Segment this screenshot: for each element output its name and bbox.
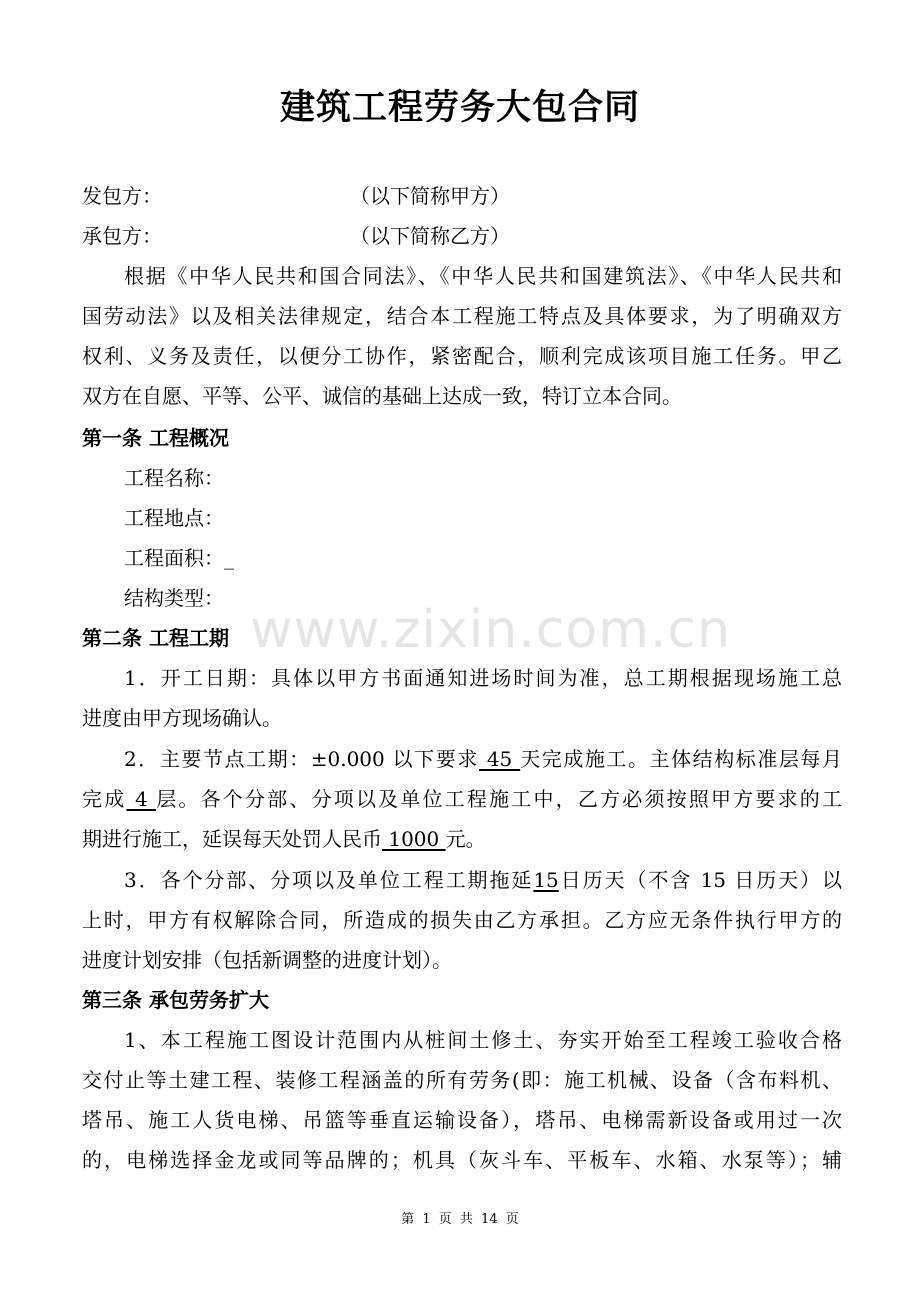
contractor-label: 承包方： — [82, 224, 162, 248]
article3-line: 的，电梯选择金龙或同等品牌的；机具（灰斗车、平板车、水箱、水泵等）；辅 — [82, 1148, 842, 1172]
article2-p2 — [82, 825, 842, 853]
watermark: www.zixin.com.cn — [250, 600, 731, 660]
article3-line: 1、本工程施工图设计范围内从桩间土修土、夯实开始至工程竣工验收合格 — [124, 1028, 842, 1052]
p3-text: 日历天（不含 15 日历天）以 — [558, 868, 842, 892]
article2-p3: 上时，甲方有权解除合同，所造成的损失由乙方承担。乙方应无条件执行甲方的 — [82, 908, 842, 932]
article3-heading: 第三条 承包劳务扩大 — [82, 988, 269, 1012]
floors-value: 4 — [126, 787, 157, 811]
delay-days-value: 15 — [533, 868, 559, 892]
article2-p3: 进度计划安排（包括新调整的进度计划）。 — [82, 948, 452, 972]
p3-text: 3．各个分部、分项以及单位工程工期拖延 — [124, 868, 534, 892]
article1-heading: 第一条 工程概况 — [82, 426, 229, 450]
employer-line — [82, 182, 842, 210]
preamble-line: 国劳动法》以及相关法律规定，结合本工程施工特点及具体要求，为了明确双方 — [82, 304, 842, 328]
p2-text: 天完成施工。主体结构标准层每月 — [520, 747, 842, 771]
p2-text: 层。各个分部、分项以及单位工程施工中，乙方必须按照甲方要求的工 — [156, 787, 842, 811]
p2-text: 2．主要节点工期：±0.000 以下要求 — [124, 747, 479, 771]
employer-label: 发包方： — [82, 184, 162, 208]
article2-heading: 第二条 工程工期 — [82, 626, 229, 650]
preamble-line: 双方在自愿、平等、公平、诚信的基础上达成一致，特订立本合同。 — [82, 384, 682, 408]
p2-text: 元。 — [445, 827, 486, 851]
contractor-line — [82, 222, 842, 250]
project-area-label: 工程面积：_ — [124, 546, 234, 570]
preamble-line: 权利、义务及责任，以便分工协作，紧密配合，顺利完成该项目施工任务。甲乙 — [82, 344, 842, 368]
article2-p3 — [124, 866, 842, 894]
project-name-label: 工程名称： — [124, 466, 224, 490]
days-value: 45 — [478, 747, 521, 771]
penalty-value: 1000 — [382, 827, 446, 851]
contractor-hint: （以下简称乙方） — [350, 224, 510, 248]
article3-line: 塔吊、施工人货电梯、吊篮等垂直运输设备），塔吊、电梯需新设备或用过一次 — [82, 1108, 842, 1132]
article3-line: 交付止等土建工程、装修工程涵盖的所有劳务(即：施工机械、设备（含布料机、 — [82, 1068, 842, 1092]
article2-p2 — [124, 745, 842, 773]
employer-hint: （以下简称甲方） — [350, 184, 510, 208]
page-footer: 第 1 页 共 14 页 — [401, 1212, 519, 1227]
document-title: 建筑工程劳务大包合同 — [279, 87, 640, 128]
p2-text: 期进行施工，延误每天处罚人民币 — [82, 827, 382, 851]
p2-text: 完成 — [82, 787, 127, 811]
preamble-line: 根据《中华人民共和国合同法》、《中华人民共和国建筑法》、《中华人民共和 — [124, 264, 842, 288]
project-location-label: 工程地点： — [124, 506, 224, 530]
article2-p1: 进度由甲方现场确认。 — [82, 706, 282, 730]
structure-type-label: 结构类型： — [124, 586, 224, 610]
article2-p1: 1．开工日期：具体以甲方书面通知进场时间为准，总工期根据现场施工总 — [124, 666, 842, 690]
article2-p2 — [82, 785, 842, 813]
